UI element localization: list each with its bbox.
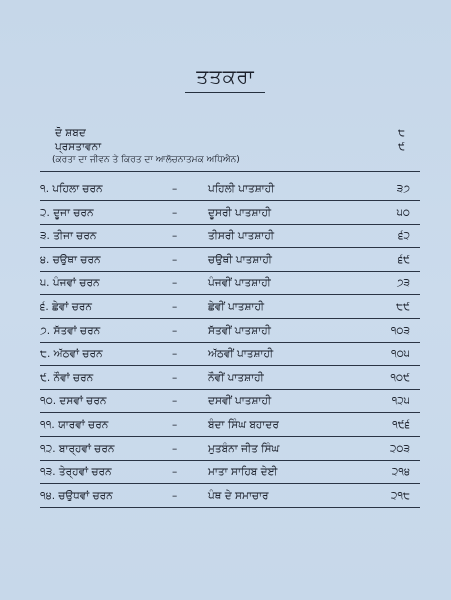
- chapter-separator: –: [172, 206, 178, 219]
- row-divider: [40, 365, 420, 366]
- chapter-separator: –: [172, 489, 178, 502]
- title-underline: [185, 92, 265, 93]
- chapter-row: [40, 395, 410, 417]
- chapter-row: [40, 325, 410, 347]
- chapter-row: [40, 443, 410, 465]
- front-item-page: ੯: [398, 141, 405, 153]
- row-divider: [40, 483, 420, 484]
- chapter-charan: ੨. ਦੂਜਾ ਚਰਨ: [40, 206, 94, 219]
- chapter-charan: ੧. ਪਹਿਲਾ ਚਰਨ: [40, 183, 103, 195]
- chapter-row: [40, 372, 410, 394]
- row-divider: [40, 247, 420, 248]
- chapter-patshahi: ਛੇਵੀਂ ਪਾਤਸ਼ਾਹੀ: [208, 301, 265, 313]
- chapter-row: [40, 466, 410, 488]
- chapter-charan: ੧੩. ਤੇਰ੍ਹਵਾਂ ਚਰਨ: [40, 466, 112, 479]
- chapter-row: [40, 183, 410, 205]
- chapter-charan: ੧੧. ਯਾਰਵਾਂ ਚਰਨ: [40, 419, 109, 431]
- chapter-page-number: ੧੦੫: [391, 348, 410, 361]
- chapter-charan: ੯. ਨੌਵਾਂ ਚਰਨ: [40, 371, 94, 384]
- chapter-separator: –: [172, 442, 178, 455]
- chapter-charan: ੧੪. ਚਉਧਵਾਂ ਚਰਨ: [40, 489, 113, 502]
- chapter-row: [40, 277, 410, 299]
- chapter-separator: –: [172, 301, 178, 313]
- chapter-page-number: ੧੦੩: [390, 324, 410, 337]
- front-item-prastavana: [55, 141, 405, 155]
- chapter-separator: –: [172, 466, 178, 479]
- chapter-row: [40, 230, 410, 252]
- chapter-charan: ੧੨. ਬਾਰ੍ਹਵਾਂ ਚਰਨ: [40, 442, 115, 455]
- chapter-row: [40, 301, 410, 323]
- chapter-row: [40, 207, 410, 229]
- chapter-patshahi: ਪੰਥ ਦੇ ਸਮਾਚਾਰ: [208, 489, 269, 502]
- row-divider: [40, 318, 420, 319]
- chapter-patshahi: ਸੱਤਵੀਂ ਪਾਤਸ਼ਾਹੀ: [208, 324, 271, 337]
- chapter-patshahi: ਪਹਿਲੀ ਪਾਤਸ਼ਾਹੀ: [208, 183, 275, 195]
- row-divider: [40, 436, 420, 437]
- row-divider: [40, 342, 420, 343]
- row-divider: [40, 507, 420, 508]
- chapter-row: [40, 490, 410, 512]
- chapter-patshahi: ਅੱਠਵੀਂ ਪਾਤਸ਼ਾਹੀ: [208, 348, 274, 361]
- chapter-page-number: ੧੦੯: [390, 371, 410, 384]
- chapter-patshahi: ਮੁਤਬੰਨਾ ਜੀਤ ਸਿੰਘ: [208, 442, 280, 455]
- chapter-page-number: ੮੯: [396, 301, 410, 313]
- chapter-charan: ੬. ਛੇਵਾਂ ਚਰਨ: [40, 301, 92, 313]
- chapter-row: [40, 419, 410, 441]
- row-divider: [40, 271, 420, 272]
- chapter-charan: ੭. ਸੱਤਵਾਂ ਚਰਨ: [40, 324, 101, 337]
- row-divider: [40, 460, 420, 461]
- row-divider: [40, 200, 420, 201]
- page-title: ਤਤਕਰਾ: [196, 66, 255, 88]
- chapter-separator: –: [172, 371, 178, 384]
- chapter-charan: ੫. ਪੰਜਵਾਂ ਚਰਨ: [40, 277, 100, 290]
- chapter-page-number: ੨੧੮: [390, 489, 410, 502]
- chapter-page-number: ੩੭: [396, 183, 410, 195]
- chapter-charan: ੪. ਚਉਥਾ ਚਰਨ: [40, 253, 101, 266]
- chapter-separator: –: [172, 277, 178, 290]
- chapter-separator: –: [172, 183, 178, 195]
- chapter-patshahi: ਦੂਸਰੀ ਪਾਤਸ਼ਾਹੀ: [208, 206, 272, 219]
- chapter-separator: –: [172, 230, 178, 243]
- chapter-patshahi: ਪੰਜਵੀਂ ਪਾਤਸ਼ਾਹੀ: [208, 277, 271, 290]
- row-divider: [40, 294, 420, 295]
- row-divider: [40, 224, 420, 225]
- chapter-page-number: ੬੨: [398, 230, 410, 243]
- front-item-label: ਦੋ ਸ਼ਬਦ: [55, 127, 86, 139]
- chapter-separator: –: [172, 324, 178, 337]
- chapter-patshahi: ਮਾਤਾ ਸਾਹਿਬ ਦੇਈ: [208, 466, 278, 479]
- chapter-page-number: ੧੨੫: [391, 395, 410, 408]
- chapter-patshahi: ਨੌਵੀਂ ਪਾਤਸ਼ਾਹੀ: [208, 371, 264, 384]
- chapter-page-number: ੨੦੩: [389, 442, 410, 455]
- chapter-charan: ੧੦. ਦਸਵਾਂ ਚਰਨ: [40, 395, 107, 408]
- chapter-page-number: ੨੧੪: [391, 466, 410, 479]
- chapter-separator: –: [172, 348, 178, 361]
- chapter-patshahi: ਚਉਥੀ ਪਾਤਸ਼ਾਹੀ: [208, 253, 272, 266]
- chapter-page-number: ੬੯: [397, 253, 410, 266]
- divider: [40, 171, 420, 172]
- chapter-separator: –: [172, 395, 178, 408]
- chapter-patshahi: ਬੰਦਾ ਸਿੰਘ ਬਹਾਦਰ: [208, 419, 279, 431]
- row-divider: [40, 389, 420, 390]
- chapter-separator: –: [172, 419, 178, 431]
- front-subtitle: (ਕਰਤਾ ਦਾ ਜੀਵਨ ਤੇ ਕਿਰਤ ਦਾ ਆਲੋਚਨਾਤਮਕ ਅਧਿਐਨ): [52, 155, 240, 165]
- chapter-separator: –: [172, 253, 178, 266]
- front-item-do-shabad: [55, 127, 405, 141]
- chapter-row: [40, 254, 410, 276]
- chapter-row: [40, 348, 410, 370]
- chapter-patshahi: ਤੀਸਰੀ ਪਾਤਸ਼ਾਹੀ: [208, 230, 274, 243]
- chapter-page-number: ੧੯੬: [392, 419, 410, 431]
- chapter-patshahi: ਦਸਵੀਂ ਪਾਤਸ਼ਾਹੀ: [208, 395, 272, 408]
- front-item-page: ੮: [398, 127, 405, 139]
- chapter-charan: ੩. ਤੀਜਾ ਚਰਨ: [40, 230, 97, 243]
- front-item-label: ਪ੍ਰਸਤਾਵਨਾ: [55, 141, 102, 153]
- row-divider: [40, 412, 420, 413]
- chapter-page-number: ੫੦: [396, 206, 410, 219]
- chapter-page-number: ੭੩: [396, 277, 410, 290]
- chapter-charan: ੮. ਅੱਠਵਾਂ ਚਰਨ: [40, 348, 103, 361]
